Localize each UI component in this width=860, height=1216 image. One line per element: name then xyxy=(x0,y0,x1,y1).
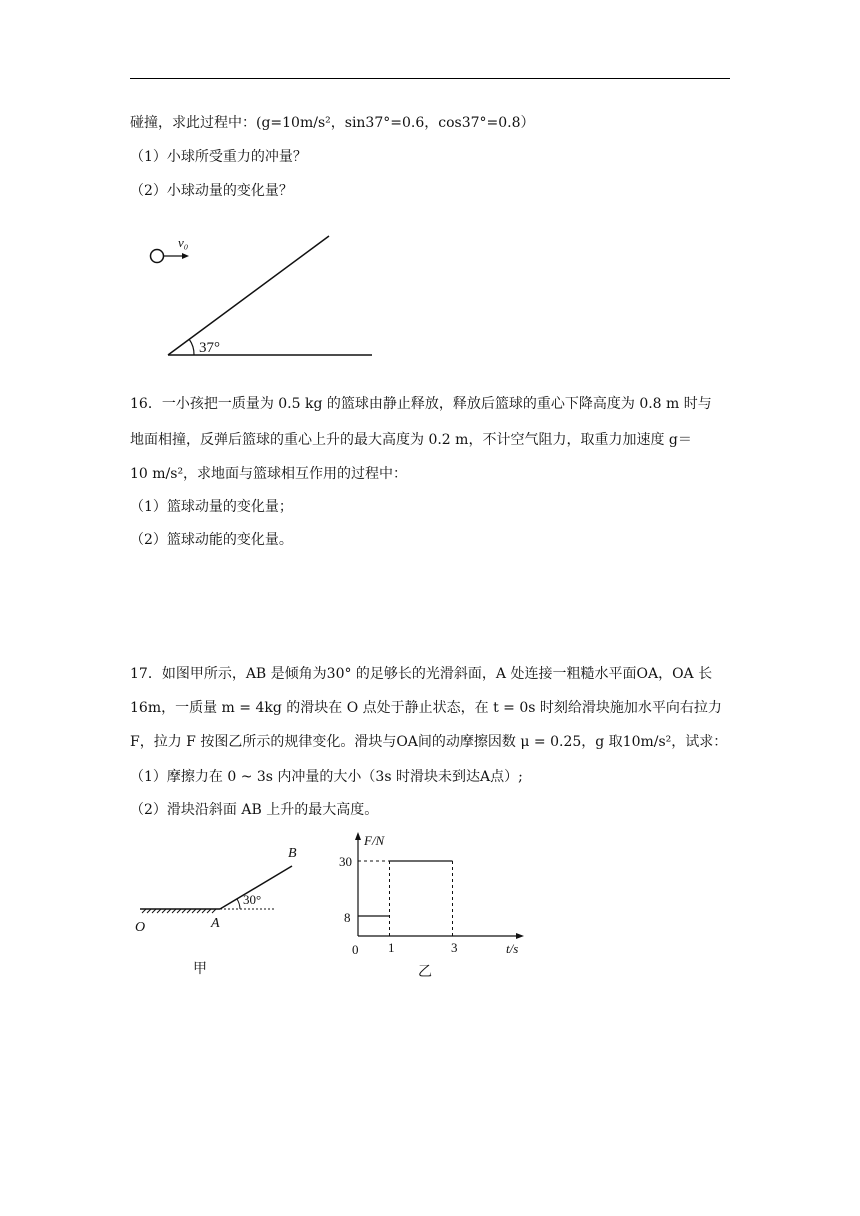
p16-question-2: （2）篮球动能的变化量。 xyxy=(130,532,293,548)
label-O: O xyxy=(135,920,146,935)
header-rule xyxy=(130,78,730,79)
p16-line-3: 10 m/s²，求地面与篮球相互作用的过程中： xyxy=(130,466,408,482)
x-axis-arrowhead xyxy=(516,933,524,939)
p17-question-2: （2）滑块沿斜面 AB 上升的最大高度。 xyxy=(130,802,379,818)
caption-yi: 乙 xyxy=(418,965,432,980)
incline-line xyxy=(168,236,329,355)
caption-jia: 甲 xyxy=(193,962,207,977)
angle-arc xyxy=(189,339,194,355)
velocity-label: v₀ xyxy=(178,235,189,250)
origin-label: 0 xyxy=(352,942,359,957)
x-tick-3: 3 xyxy=(451,940,458,955)
y-axis-label: F/N xyxy=(364,833,385,848)
p16-line-2: 地面相撞，反弹后篮球的重心上升的最大高度为 0.2 m，不计空气阻力，取重力加速度 g＝ xyxy=(130,432,692,448)
label-A: A xyxy=(211,916,220,931)
y-tick-30: 30 xyxy=(339,854,352,869)
incline-30-figure xyxy=(125,835,320,985)
angle-arc-30 xyxy=(237,899,240,909)
label-B: B xyxy=(288,846,297,861)
x-axis-label: t/s xyxy=(506,941,519,956)
velocity-arrowhead xyxy=(182,253,189,259)
p17-line-1: 17．如图甲所示，AB 是倾角为30° 的足够长的光滑斜面，A 处连接一粗糙水平面OA，OA 长 xyxy=(130,666,713,682)
p15-line-1: 碰撞，求此过程中：(g=10m/s²，sin37°=0.6，cos37°=0.8） xyxy=(130,115,535,131)
angle-label-30: 30° xyxy=(243,892,262,907)
incline-37-figure xyxy=(140,225,390,365)
p15-question-2: （2）小球动量的变化量？ xyxy=(130,183,293,199)
ball xyxy=(151,250,164,263)
p16-question-1: （1）篮球动量的变化量； xyxy=(130,499,293,515)
x-tick-1: 1 xyxy=(388,940,395,955)
p17-line-2: 16m，一质量 m = 4kg 的滑块在 O 点处于静止状态，在 t = 0s 时刻给滑块施加水平向右拉力 xyxy=(130,700,722,716)
p16-line-1: 16．一小孩把一质量为 0.5 kg 的篮球由静止释放，释放后篮球的重心下降高度为 0.8 m 时与 xyxy=(130,396,712,412)
force-time-chart xyxy=(330,828,530,983)
y-tick-8: 8 xyxy=(344,910,351,925)
y-axis-arrowhead xyxy=(355,832,361,840)
angle-label: 37° xyxy=(199,340,220,356)
p17-question-1: （1）摩擦力在 0 ~ 3s 内冲量的大小（3s 时滑块未到达A点）; xyxy=(130,769,523,785)
p17-line-3: F，拉力 F 按图乙所示的规律变化。滑块与OA间的动摩擦因数 μ = 0.25，g 取10m/s²，试求： xyxy=(130,734,728,750)
p15-question-1: （1）小球所受重力的冲量？ xyxy=(130,149,307,165)
